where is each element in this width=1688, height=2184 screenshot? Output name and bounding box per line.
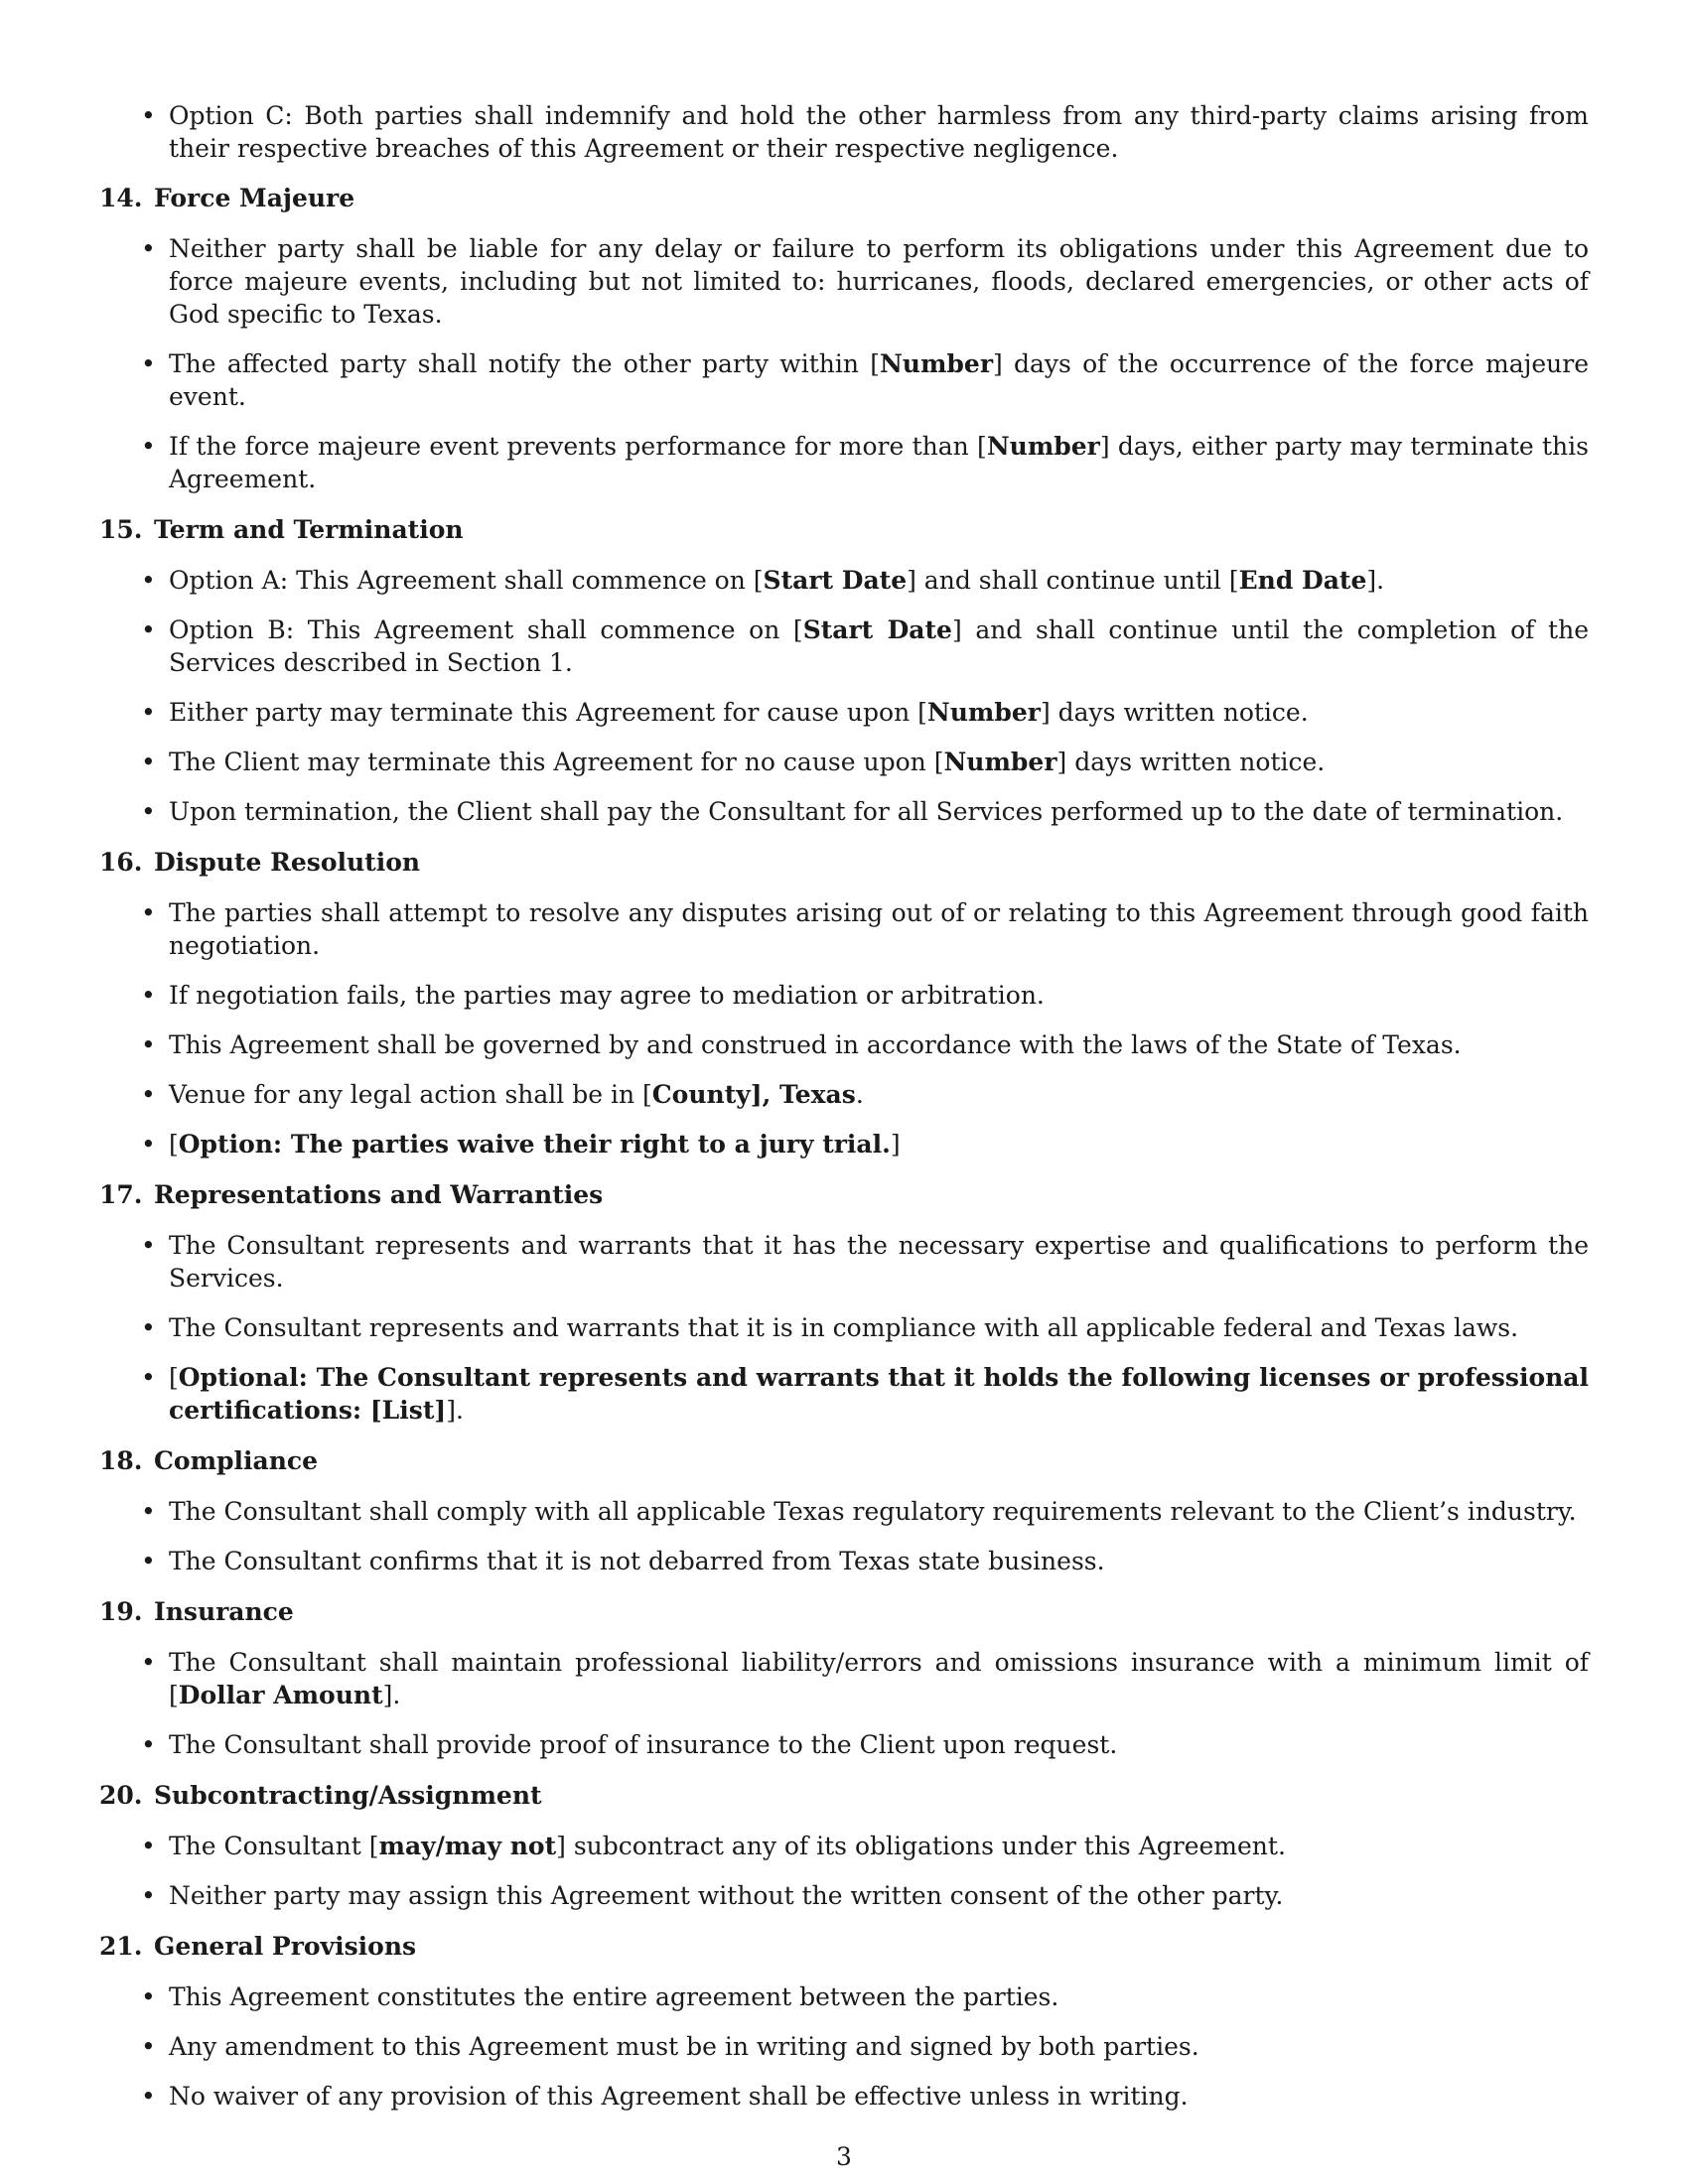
list-item [99, 99, 1589, 165]
clause-text: Either party may terminate this Agreement for cause upon [ [169, 698, 927, 727]
list-item [99, 696, 1589, 729]
clause-text: [ [169, 1363, 179, 1392]
clause-text: ]. [1366, 566, 1385, 595]
clause-text: ]. [446, 1396, 464, 1425]
placeholder-text: Optional: The Consultant represents and warrants that it holds the following licenses or professional certifications: [List] [169, 1363, 1589, 1425]
clause-text: This Agreement constitutes the entire agreement between the parties. [169, 1982, 1059, 2011]
lead-list [99, 99, 1589, 165]
section-title: Representations and Warranties [154, 1180, 604, 1209]
clause-text: Any amendment to this Agreement must be in writing and signed by both parties. [169, 2032, 1199, 2061]
section [99, 1779, 1589, 1912]
placeholder-text: Dollar Amount [178, 1681, 383, 1709]
clause-text: Neither party may assign this Agreement without the written consent of the other party. [169, 1881, 1284, 1910]
section-list [99, 564, 1589, 828]
section-title: General Provisions [154, 1932, 417, 1961]
clause-text: Option C: Both parties shall indemnify and hold the other harmless from any third-party claims arising from their respective breaches of this Agreement or their respective negligence. [169, 101, 1589, 163]
clause-text: If the force majeure event prevents performance for more than [ [169, 432, 987, 461]
section-heading [99, 1595, 1589, 1628]
placeholder-text: Number [926, 698, 1041, 727]
list-item [99, 347, 1589, 413]
section-list [99, 232, 1589, 495]
section-number: 19. [99, 1597, 143, 1626]
section-heading [99, 513, 1589, 546]
clause-text: ] and shall continue until the completion of the Services described in Section 1. [169, 615, 1589, 677]
section-number: 20. [99, 1781, 143, 1810]
placeholder-text: End Date [1238, 566, 1367, 595]
section-list [99, 1229, 1589, 1427]
clause-text: Venue for any legal action shall be in [ [169, 1080, 652, 1109]
list-item [99, 1879, 1589, 1912]
list-item [99, 1311, 1589, 1344]
placeholder-text: Option: The parties waive their right to a jury trial. [178, 1130, 891, 1159]
sections-container [99, 182, 1589, 2113]
placeholder-text: Start Date [802, 615, 952, 644]
list-item [99, 232, 1589, 331]
clause-text: The Consultant represents and warrants that it is in compliance with all applicable federal and Texas laws. [169, 1313, 1519, 1342]
list-item [99, 1545, 1589, 1577]
placeholder-text: Number [986, 432, 1100, 461]
section [99, 1444, 1589, 1577]
section-title: Term and Termination [154, 515, 464, 544]
list-item [99, 1078, 1589, 1111]
clause-text: The Consultant [ [169, 1832, 379, 1860]
document-page [99, 99, 1589, 2130]
list-item [99, 1728, 1589, 1761]
clause-text: ] subcontract any of its obligations under this Agreement. [556, 1832, 1286, 1860]
clause-text: ] and shall continue until [ [907, 566, 1239, 595]
clause-text: The Consultant represents and warrants that it has the necessary expertise and qualifications to perform the Services. [169, 1231, 1589, 1293]
section-list [99, 1830, 1589, 1912]
clause-text: ] days of the occurrence of the force majeure event. [169, 349, 1589, 411]
clause-text: This Agreement shall be governed by and construed in accordance with the laws of the State of Texas. [169, 1030, 1462, 1059]
clause-text: Option A: This Agreement shall commence on [ [169, 566, 764, 595]
clause-text: No waiver of any provision of this Agreement shall be effective unless in writing. [169, 2082, 1189, 2111]
list-item [99, 746, 1589, 778]
clause-text: The Client may terminate this Agreement for no cause upon [ [169, 748, 944, 776]
section-heading [99, 1930, 1589, 1963]
section-list [99, 1495, 1589, 1577]
section-heading [99, 1444, 1589, 1477]
list-item [99, 1830, 1589, 1862]
clause-text: Upon termination, the Client shall pay the Consultant for all Services performed up to the date of termination. [169, 797, 1564, 826]
clause-text: ]. [382, 1681, 401, 1709]
section-heading [99, 846, 1589, 879]
section [99, 1930, 1589, 2113]
section [99, 182, 1589, 495]
list-item [99, 1495, 1589, 1528]
clause-text: ] days written notice. [1056, 748, 1326, 776]
list-item [99, 1980, 1589, 2013]
clause-text: The Consultant shall maintain professional liability/errors and omissions insurance with a minimum limit of [ [169, 1648, 1589, 1709]
placeholder-text: Number [879, 349, 993, 378]
section-heading [99, 1779, 1589, 1812]
section [99, 1178, 1589, 1427]
clause-text: ] [890, 1130, 901, 1159]
section-heading [99, 182, 1589, 214]
section [99, 846, 1589, 1160]
list-item [99, 614, 1589, 679]
clause-text: The Consultant confirms that it is not debarred from Texas state business. [169, 1547, 1105, 1575]
clause-text: [ [169, 1130, 179, 1159]
placeholder-text: may/may not [378, 1832, 557, 1860]
clause-text: Neither party shall be liable for any delay or failure to perform its obligations under this Agreement due to force majeure events, including but not limited to: hurricanes, floods, declared emergencies, or other acts of God specific to Texas. [169, 234, 1589, 329]
clause-text: If negotiation fails, the parties may agree to mediation or arbitration. [169, 981, 1045, 1010]
list-item [99, 1361, 1589, 1427]
list-item [99, 1028, 1589, 1061]
section [99, 513, 1589, 828]
section-number: 15. [99, 515, 143, 544]
section-heading [99, 1178, 1589, 1211]
clause-text: The parties shall attempt to resolve any disputes arising out of or relating to this Agreement through good faith negotiation. [169, 898, 1589, 960]
section-title: Dispute Resolution [154, 848, 421, 877]
section-title: Insurance [154, 1597, 294, 1626]
list-item [99, 1229, 1589, 1295]
page-number: 3 [836, 2142, 852, 2171]
list-item [99, 795, 1589, 828]
section [99, 1595, 1589, 1761]
section-number: 17. [99, 1180, 143, 1209]
section-list [99, 896, 1589, 1160]
section-list [99, 1646, 1589, 1761]
section-title: Compliance [154, 1446, 319, 1475]
list-item [99, 430, 1589, 495]
list-item [99, 2080, 1589, 2113]
section-number: 18. [99, 1446, 143, 1475]
placeholder-text: Start Date [763, 566, 908, 595]
list-item [99, 979, 1589, 1012]
clause-text: . [855, 1080, 864, 1109]
section-number: 16. [99, 848, 143, 877]
section-list [99, 1980, 1589, 2113]
clause-text: The Consultant shall comply with all applicable Texas regulatory requirements relevant to the Client’s industry. [169, 1497, 1577, 1526]
section-title: Force Majeure [154, 184, 355, 212]
list-item [99, 1128, 1589, 1160]
clause-text: ] days written notice. [1040, 698, 1309, 727]
clause-text: ] days, either party may terminate this Agreement. [169, 432, 1589, 493]
list-item [99, 1646, 1589, 1711]
clause-text: The Consultant shall provide proof of insurance to the Client upon request. [169, 1730, 1118, 1759]
clause-text: The affected party shall notify the other party within [ [169, 349, 880, 378]
list-item [99, 564, 1589, 597]
section-number: 14. [99, 184, 143, 212]
placeholder-text: County], Texas [651, 1080, 856, 1109]
section-title: Subcontracting/Assignment [154, 1781, 542, 1810]
section-number: 21. [99, 1932, 143, 1961]
clause-text: Option B: This Agreement shall commence on [ [169, 615, 803, 644]
list-item [99, 2030, 1589, 2063]
list-item [99, 896, 1589, 962]
placeholder-text: Number [943, 748, 1057, 776]
